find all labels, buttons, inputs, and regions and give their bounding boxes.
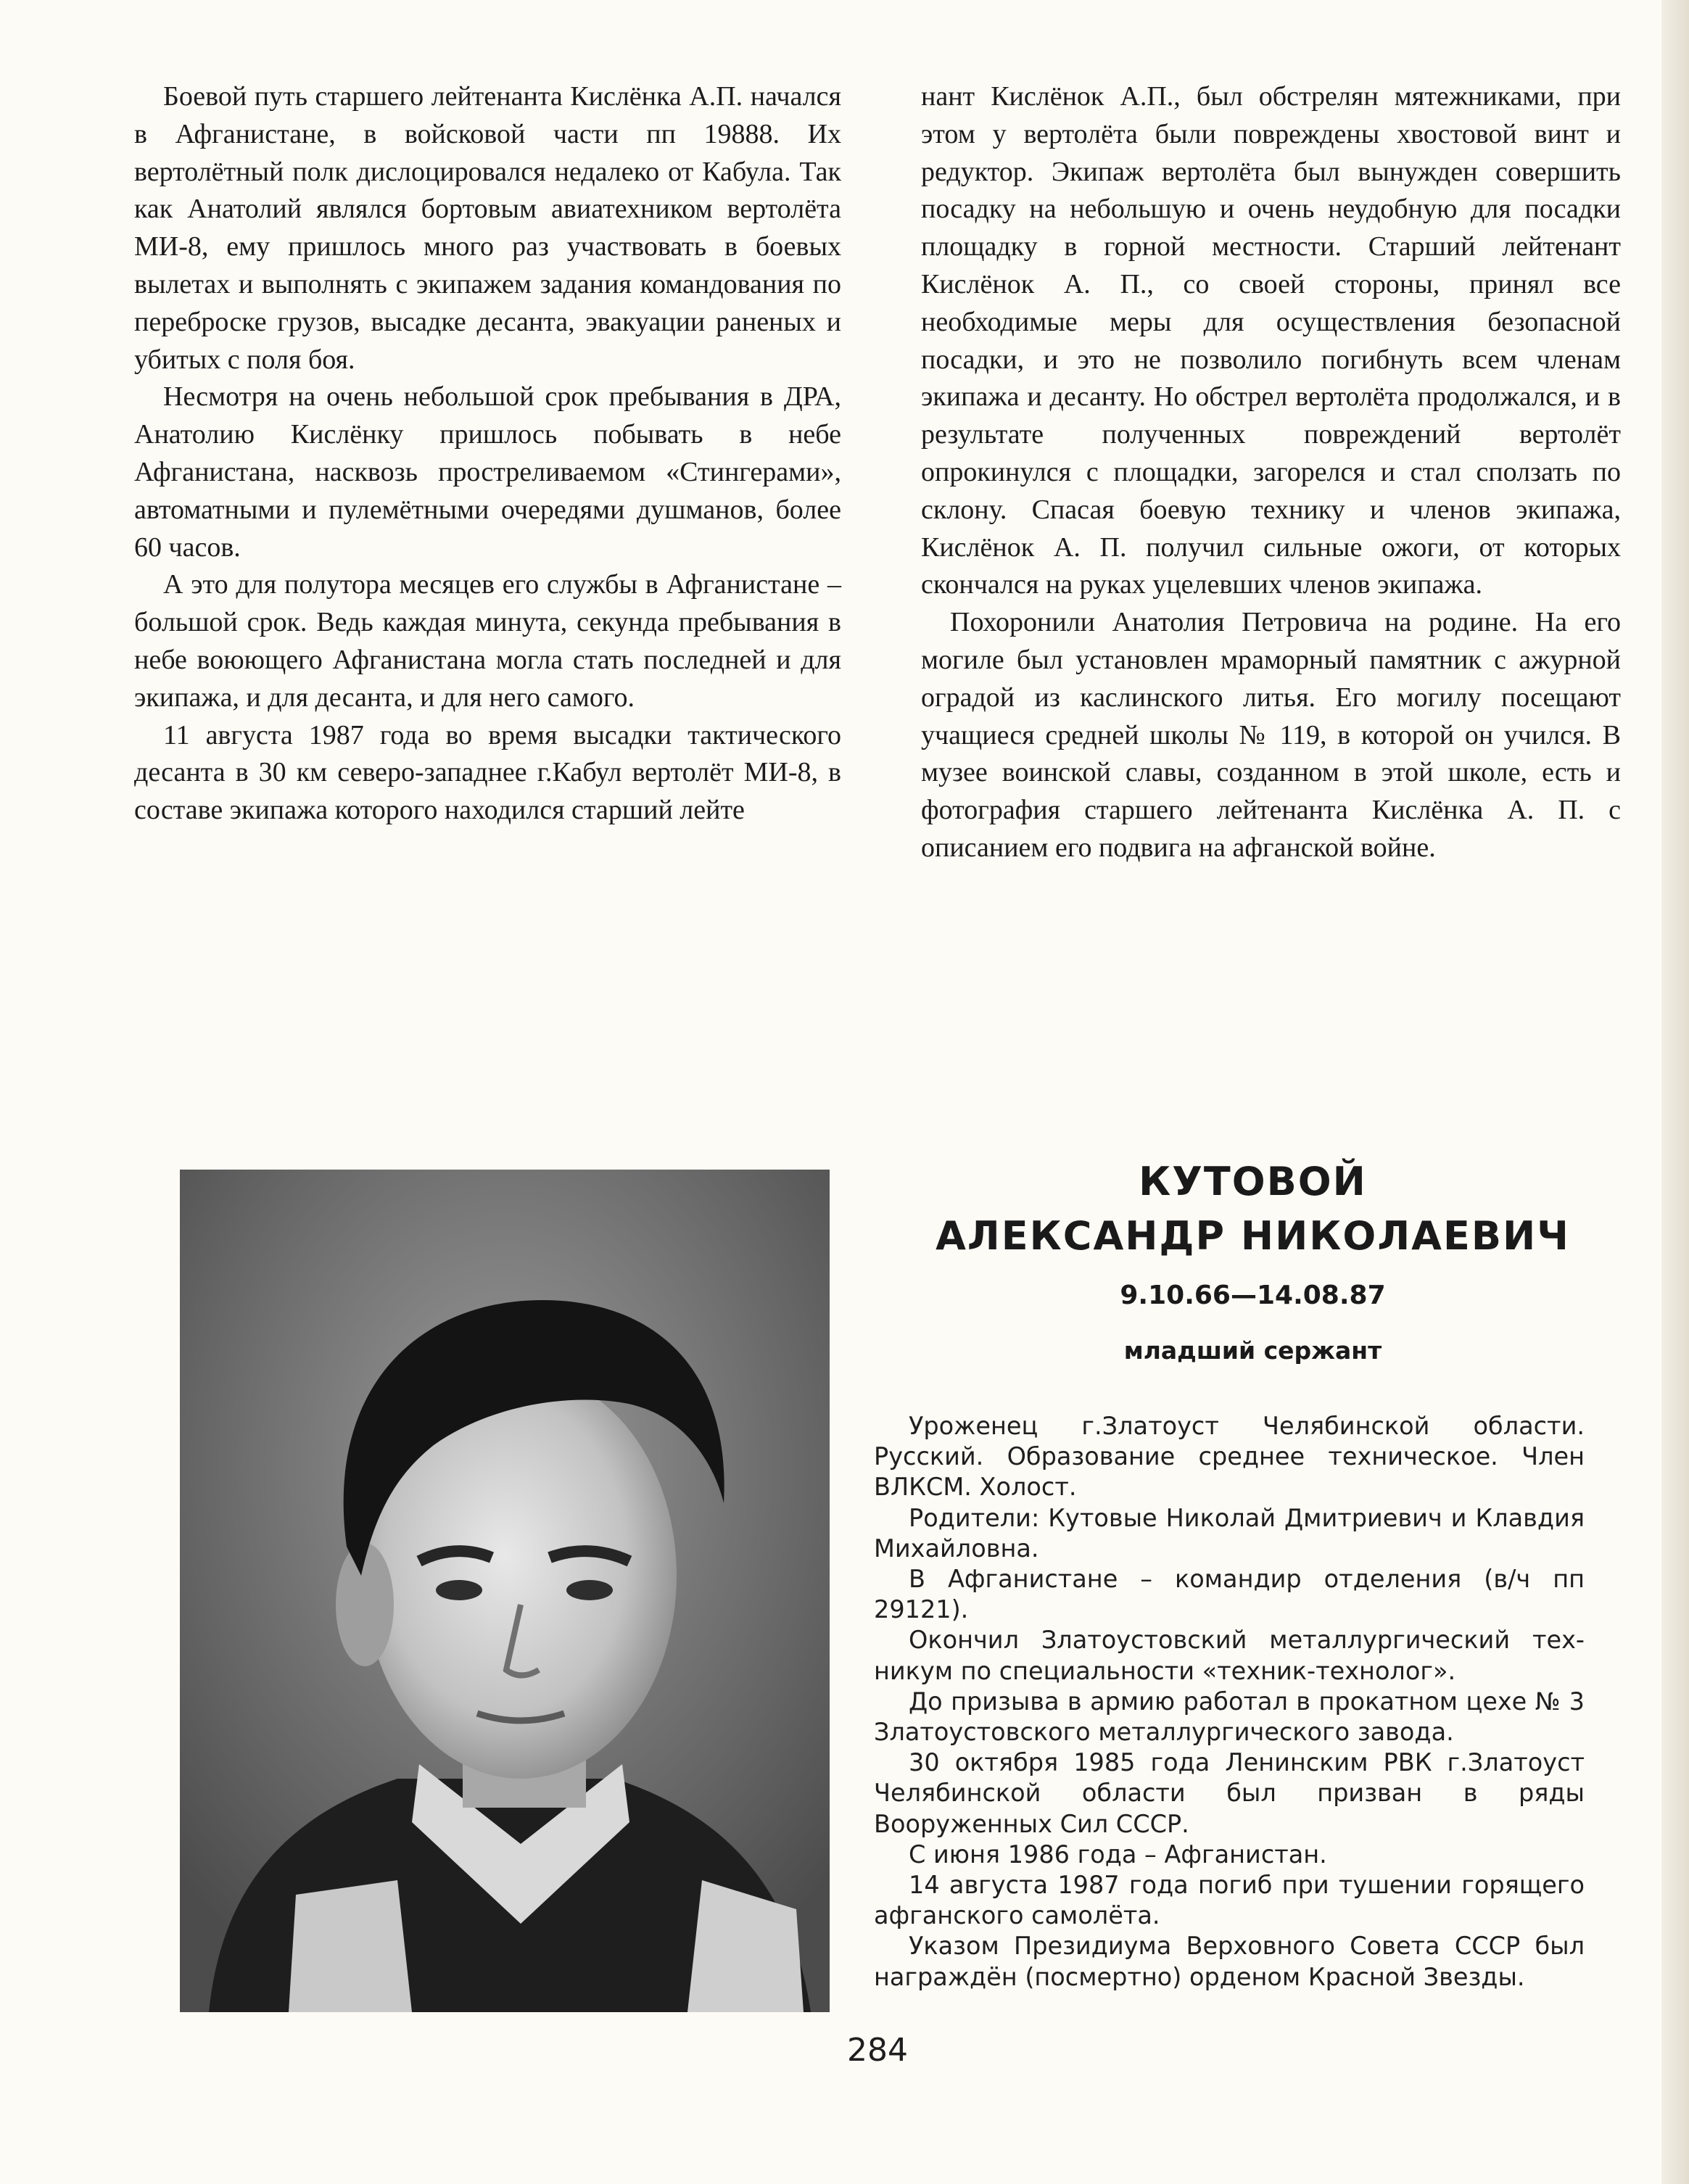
article-paragraph: Похоронили Анатолия Петровича на родине. На его могиле был установлен мраморный памятник с ажурной оградой из каслинского литья. Его могилу посещают учащиеся средней школы № 119, в которой он учился. В музее воинской славы, созданном в этой школе, есть и фотография старшего лейтенанта Кислёнка А. П. с описанием его подвига на афганской войне.: [921, 607, 1621, 863]
bio-text: [874, 1411, 1585, 1993]
bio-paragraph: Указом Президиума Верховного Совета СССР был награждён (посмертно) орденом Красной Звезды.: [874, 1932, 1585, 1991]
bio-surname: КУТОВОЙ: [1139, 1159, 1367, 1204]
page-number: 284: [847, 2032, 908, 2069]
article-right-column: [921, 78, 1621, 867]
bio-paragraph: Окончил Златоустовский металлургический техникум по специальности «техник-технолог».: [874, 1626, 1585, 1685]
bio-full-name: АЛЕКСАНДР НИКОЛАЕВИЧ: [936, 1213, 1570, 1259]
bio-paragraph: До призыва в армию работал в прокатном цехе № 3 Златоустовского металлургического завода.: [874, 1687, 1585, 1747]
bio-paragraph: 14 августа 1987 года погиб при тушении горящего афганского самолёта.: [874, 1871, 1585, 1930]
bio-paragraph: Уроженец г.Златоуст Челябинской области. Русский. Образование среднее техническое. Член ВЛКСМ. Холост.: [874, 1412, 1585, 1502]
page-edge: [1661, 0, 1689, 2184]
bio-rank: младший сержант: [1123, 1336, 1382, 1365]
bio-paragraph: Родители: Кутовые Николай Дмитриевич и Клавдия Михайловна.: [874, 1503, 1585, 1563]
article-paragraph: нант Кислёнок А.П., был обстрелян мятежниками, при этом у вертолёта были повреждены хвостовой винт и редуктор. Экипаж вертолёта был вынужден совершить посадку на небольшую и очень неудобную для посадки площадку в горной местности. Старший лейтенант Кислёнок А. П., со своей стороны, принял все необходимые меры для осуществления безопасной посадки, и это не позволило погибнуть всем членам экипажа и десанту. Но обстрел вертолёта продолжался, и в результате полученных повреждений вертолёт опрокинулся с площадки, загорелся и стал сползать по склону. Спасая боевую технику и членов экипажа, Кислёнок А. П. получил сильные ожоги, от которых скончался на руках уцелевших членов экипажа.: [921, 81, 1621, 600]
article-paragraph: Боевой путь старшего лейтенанта Кислёнка А.П. начался в Афганистане, в войсковой части пп 19888. Их вертолётный полк дислоцировался недалеко от Кабула. Так как Анатолий являлся бортовым авиатехником вертолёта МИ-8, ему пришлось много раз участвовать в боевых вылетах и выполнять с экипажем задания командования по переброске грузов, высадке десанта, эвакуации раненых и убитых с поля боя.: [134, 81, 841, 375]
article-left-column: [134, 78, 841, 830]
bio-paragraph: В Афганистане – командир отделения (в/ч пп 29121).: [874, 1565, 1585, 1624]
bio-paragraph: 30 октября 1985 года Ленинским РВК г.Златоуст Челябинской области был призван в ряды Вооруженных Сил СССР.: [874, 1748, 1585, 1838]
bio-paragraph: С июня 1986 года – Афганистан.: [909, 1840, 1327, 1869]
article-paragraph: Несмотря на очень небольшой срок пребывания в ДРА, Анатолию Кислёнку пришлось побывать в небе Афганистана, насквозь простреливаемом «Стингерами», автоматными и пулемётными очередями душманов, более 60 часов.: [134, 381, 841, 563]
portrait-illustration: [180, 1170, 830, 2012]
article-paragraph: 11 августа 1987 года во время высадки тактического десанта в 30 км северо-западнее г.Кабул вертолёт МИ-8, в составе экипажа которого находился старший лейте: [134, 719, 841, 826]
article-paragraph: А это для полутора месяцев его службы в Афганистане – большой срок. Ведь каждая минута, секунда пребывания в небе воюющего Афганистана могла стать последней и для экипажа, и для десанта, и для него самого.: [134, 569, 841, 713]
portrait-photo: [180, 1170, 830, 2012]
bio-dates: 9.10.66—14.08.87: [1120, 1281, 1386, 1310]
